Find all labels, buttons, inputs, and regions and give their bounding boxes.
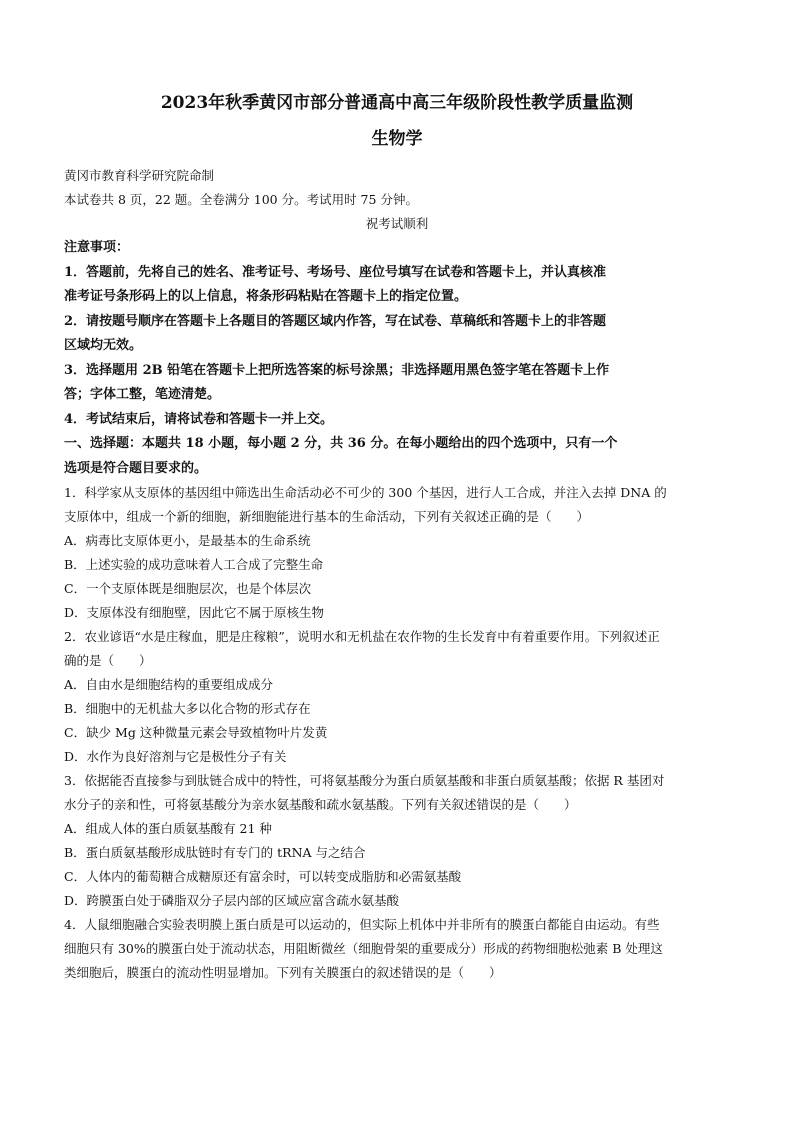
- question-stem: 类细胞后，膜蛋白的流动性明显增加。下列有关膜蛋白的叙述错误的是（ ）: [64, 965, 502, 980]
- question-option: A．自由水是细胞结构的重要组成成分: [64, 677, 274, 692]
- question-option: B．蛋白质氨基酸形成肽链时有专门的 tRNA 与之结合: [64, 845, 366, 860]
- subject-title: 生物学: [371, 129, 423, 149]
- note-line: 3．选择题用 2B 铅笔在答题卡上把所选答案的标号涂黑；非选择题用黑色签字笔在答题卡上作: [64, 362, 610, 378]
- question-stem: 确的是（ ）: [64, 653, 152, 668]
- note-line: 1．答题前，先将自己的姓名、准考证号、考场号、座位号填写在试卷和答题卡上，并认真核准: [64, 264, 607, 280]
- question-stem: 1．科学家从支原体的基因组中筛选出生命活动必不可少的 300 个基因，进行人工合成，并注入去掉 DNA 的: [64, 485, 667, 500]
- question-stem: 细胞只有 30%的膜蛋白处于流动状态，用阻断微丝（细胞骨架的重要成分）形成的药物细胞松弛素 B 处理这: [64, 941, 663, 956]
- question-option: C．缺少 Mg 这种微量元素会导致植物叶片发黄: [64, 725, 328, 740]
- note-line: 2．请按题号顺序在答题卡上各题目的答题区域内作答，写在试卷、草稿纸和答题卡上的非答题: [64, 313, 607, 329]
- exam-page: [64, 92, 730, 985]
- wish-line: 祝考试顺利: [365, 216, 429, 231]
- notes-heading: 注意事项：: [64, 240, 130, 255]
- section-heading: 一、选择题：本题共 18 小题，每小题 2 分，共 36 分。在每小题给出的四个选项中，只有一个: [64, 436, 618, 451]
- note-line: 答；字体工整，笔迹清楚。: [64, 387, 221, 402]
- question-stem: 3．依据能否直接参与到肽链合成中的特性，可将氨基酸分为蛋白质氨基酸和非蛋白质氨基酸；依据 R 基团对: [64, 773, 665, 788]
- question-option: A．组成人体的蛋白质氨基酸有 21 种: [64, 821, 272, 836]
- question-stem: 支原体中，组成一个新的细胞，新细胞能进行基本的生命活动，下列有关叙述正确的是（ ）: [64, 509, 590, 524]
- question-option: D．水作为良好溶剂与它是极性分子有关: [64, 749, 287, 764]
- question-option: C．人体内的葡萄糖合成糖原还有富余时，可以转变成脂肪和必需氨基酸: [64, 869, 462, 884]
- question-option: D．跨膜蛋白处于磷脂双分子层内部的区域应富含疏水氨基酸: [64, 893, 400, 908]
- question-option: D．支原体没有细胞壁，因此它不属于原核生物: [64, 605, 325, 620]
- question-stem: 4．人鼠细胞融合实验表明膜上蛋白质是可以运动的，但实际上机体中并非所有的膜蛋白都能自由运动。有些: [64, 917, 660, 932]
- question-option: A．病毒比支原体更小，是最基本的生命系统: [64, 533, 311, 548]
- exam-info-line: 本试卷共 8 页，22 题。全卷满分 100 分。考试用时 75 分钟。: [64, 192, 418, 207]
- question-option: C．一个支原体既是细胞层次，也是个体层次: [64, 581, 312, 596]
- question-stem: 水分子的亲和性，可将氨基酸分为亲水氨基酸和疏水氨基酸。下列有关叙述错误的是（ ）: [64, 797, 577, 812]
- question-option: B．上述实验的成功意味着人工合成了完整生命: [64, 557, 324, 572]
- section-heading-cont: 选项是符合题目要求的。: [64, 460, 208, 476]
- issuer-line: 黄冈市教育科学研究院命制: [64, 168, 215, 183]
- question-stem: 2．农业谚语“水是庄稼血，肥是庄稼粮”，说明水和无机盐在农作物的生长发育中有着重要作用。下列叙述正: [64, 629, 660, 644]
- exam-title: 2023年秋季黄冈市部分普通高中高三年级阶段性教学质量监测: [160, 93, 634, 113]
- note-line: 准考证号条形码上的以上信息，将条形码粘贴在答题卡上的指定位置。: [64, 289, 468, 304]
- note-line: 4．考试结束后，请将试卷和答题卡一并上交。: [64, 411, 334, 427]
- question-option: B．细胞中的无机盐大多以化合物的形式存在: [64, 701, 311, 716]
- note-line: 区域均无效。: [64, 338, 143, 353]
